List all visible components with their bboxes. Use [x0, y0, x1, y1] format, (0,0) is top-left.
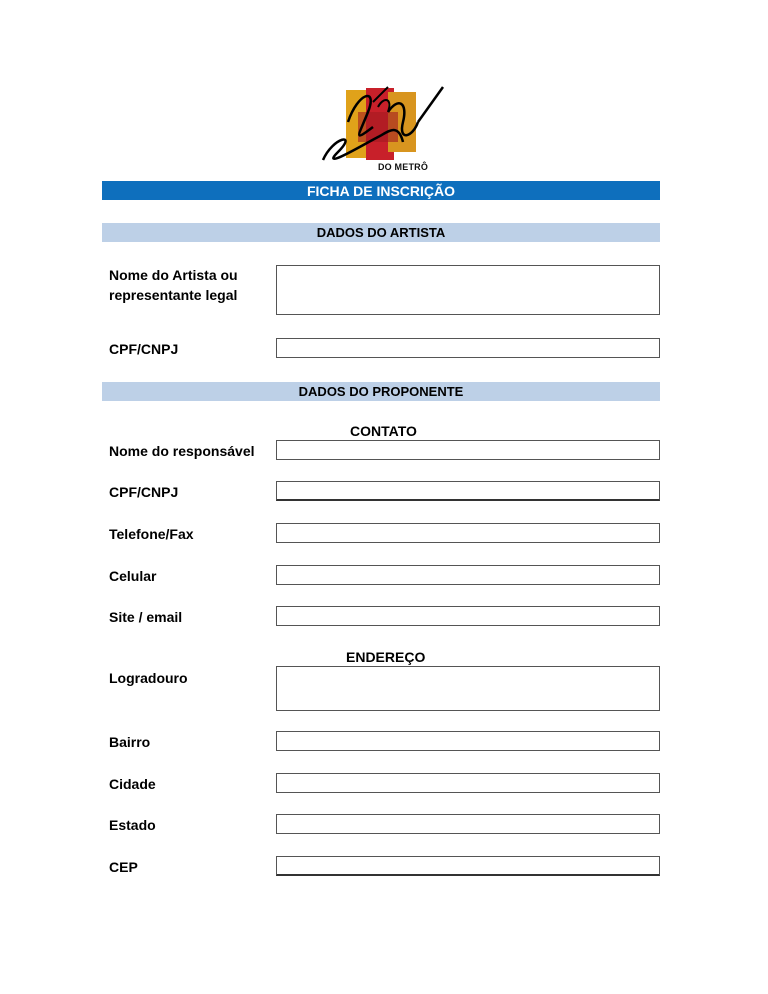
- state-label: Estado: [109, 817, 156, 833]
- mobile-field[interactable]: [276, 565, 660, 585]
- proponent-section-bar: DADOS DO PROPONENTE: [102, 382, 660, 401]
- artist-section-bar: DADOS DO ARTISTA: [102, 223, 660, 242]
- address-subtitle: ENDEREÇO: [346, 649, 426, 665]
- city-label: Cidade: [109, 776, 156, 792]
- artist-cpf-field[interactable]: [276, 338, 660, 358]
- artist-name-label-line1: Nome do Artista ou: [109, 267, 238, 283]
- state-field[interactable]: [276, 814, 660, 834]
- phone-field[interactable]: [276, 523, 660, 543]
- logo-subtext: DO METRÔ: [377, 162, 429, 172]
- acao-cultural-logo: [318, 82, 448, 174]
- logo-graphic-icon: [318, 82, 448, 174]
- form-title-bar: FICHA DE INSCRIÇÃO: [102, 181, 660, 200]
- phone-label: Telefone/Fax: [109, 526, 194, 542]
- contact-subtitle: CONTATO: [350, 423, 417, 439]
- site-email-field[interactable]: [276, 606, 660, 626]
- city-field[interactable]: [276, 773, 660, 793]
- mobile-label: Celular: [109, 568, 157, 584]
- proponent-cpf-label: CPF/CNPJ: [109, 484, 179, 500]
- responsible-name-label: Nome do responsável: [109, 443, 255, 459]
- zip-label: CEP: [109, 859, 138, 875]
- artist-cpf-label: CPF/CNPJ: [109, 341, 179, 357]
- artist-name-label-line2: representante legal: [109, 287, 238, 303]
- responsible-name-field[interactable]: [276, 440, 660, 460]
- artist-name-field[interactable]: [276, 265, 660, 315]
- district-label: Bairro: [109, 734, 151, 750]
- street-field[interactable]: [276, 666, 660, 711]
- proponent-cpf-field[interactable]: [276, 481, 660, 501]
- district-field[interactable]: [276, 731, 660, 751]
- site-email-label: Site / email: [109, 609, 183, 625]
- zip-field[interactable]: [276, 856, 660, 876]
- artist-name-label: [109, 265, 238, 305]
- street-label: Logradouro: [109, 670, 188, 686]
